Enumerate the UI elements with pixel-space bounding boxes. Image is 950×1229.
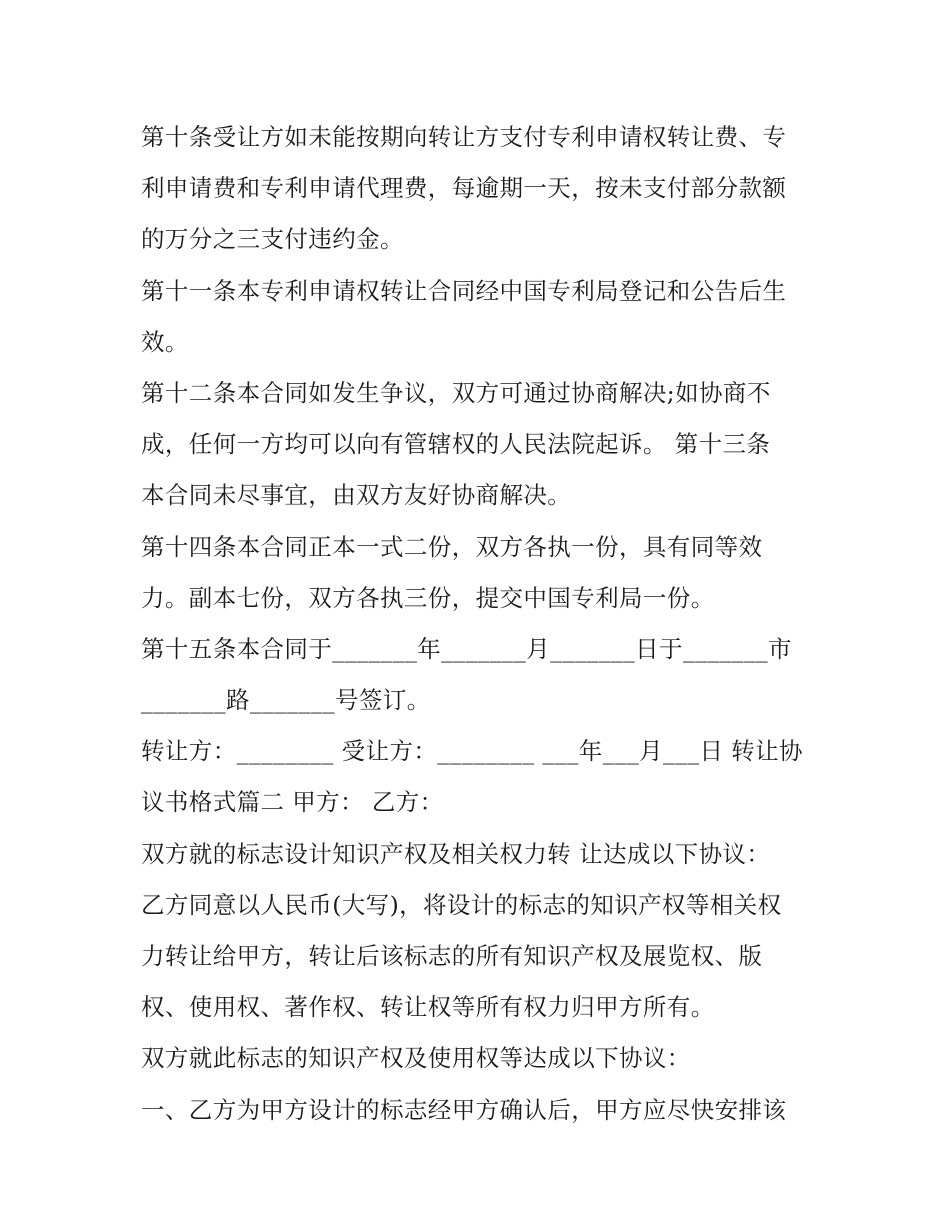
- text-line: 议书格式篇二 甲方： 乙方：: [141, 788, 444, 817]
- text-line: 利申请费和专利申请代理费，每逾期一天，按未支付部分款额: [141, 174, 787, 203]
- text-line: 力转让给甲方，转让后该标志的所有知识产权及展览权、版: [141, 942, 763, 970]
- text-line: 转让方：________ 受让方：________ ___年___月___日 转让协: [141, 737, 803, 766]
- text-line: 本合同未尽事宜，由双方友好协商解决。: [141, 481, 572, 510]
- text-line: 第十一条本专利申请权转让合同经中国专利局登记和公告后生: [141, 276, 787, 305]
- text-line: 效。: [141, 327, 189, 356]
- text-line: 成，任何一方均可以向有管辖权的人民法院起诉。 第十三条: [141, 430, 771, 459]
- text-line: 一、乙方为甲方设计的标志经甲方确认后，甲方应尽快安排该: [141, 1095, 787, 1124]
- text-line: 双方就的标志设计知识产权及相关权力转 让达成以下协议：: [141, 839, 771, 868]
- text-line: 第十五条本合同于_______年_______月_______日于_______市: [141, 634, 792, 663]
- text-line: 乙方同意以人民币(大写)，将设计的标志的知识产权等相关权: [141, 890, 782, 919]
- text-line: 的万分之三支付违约金。: [141, 225, 404, 254]
- text-line: 权、使用权、著作权、转让权等所有权力归甲方所有。: [141, 993, 715, 1022]
- document-body-text: [141, 112, 821, 1136]
- text-line: 第十四条本合同正本一式二份，双方各执一份，具有同等效: [141, 532, 763, 561]
- text-line: _______路_______号签订。: [141, 686, 431, 715]
- text-line: 第十二条本合同如发生争议，双方可通过协商解决;如协商不: [141, 378, 771, 407]
- text-line: 第十条受让方如未能按期向转让方支付专利申请权转让费、专: [141, 123, 787, 151]
- text-line: 双方就此标志的知识产权及使用权等达成以下协议：: [141, 1044, 691, 1073]
- text-line: 力。副本七份，双方各执三份，提交中国专利局一份。: [141, 583, 715, 612]
